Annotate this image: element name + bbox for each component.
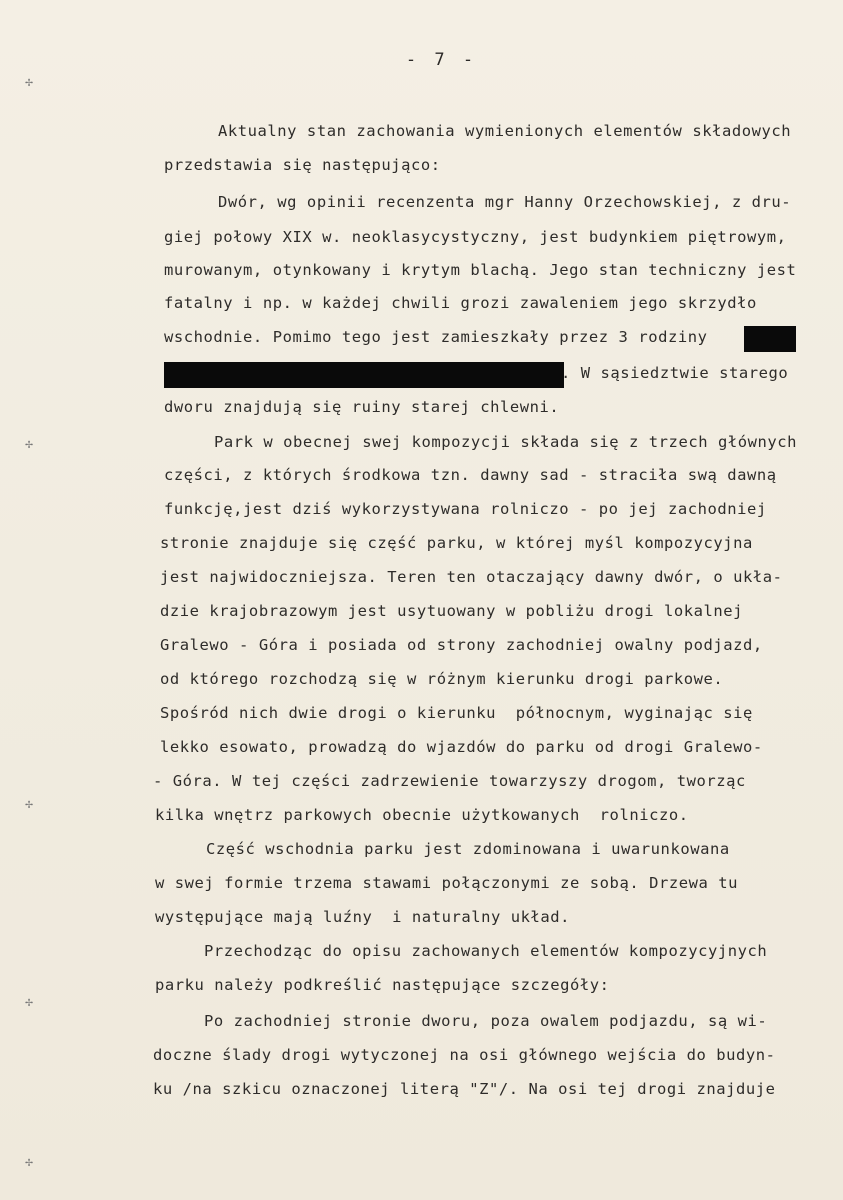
text-line: fatalny i np. w każdej chwili grozi zawaleniem jego skrzydło (164, 294, 757, 312)
text-line: Część wschodnia parku jest zdominowana i uwarunkowana (206, 840, 730, 858)
redaction-bar (164, 362, 564, 388)
text-line: ku /na szkicu oznaczonej literą "Z"/. Na osi tej drogi znajduje (153, 1080, 776, 1098)
redaction-bar (744, 326, 796, 352)
text-line: - Góra. W tej części zadrzewienie towarzyszy drogom, tworząc (153, 772, 746, 790)
text-line: kilka wnętrz parkowych obecnie użytkowanych rolniczo. (155, 806, 689, 824)
punch-hole-mark: ✢ (25, 797, 33, 812)
text-line: Gralewo - Góra i posiada od strony zachodniej owalny podjazd, (160, 636, 763, 654)
punch-hole-mark: ✢ (25, 1155, 33, 1170)
text-line: parku należy podkreślić następujące szczegóły: (155, 976, 610, 994)
text-line: części, z których środkowa tzn. dawny sad - straciła swą dawną (164, 466, 777, 484)
text-line: Park w obecnej swej kompozycji składa się z trzech głównych (214, 433, 798, 451)
text-line: dworu znajdują się ruiny starej chlewni. (164, 398, 560, 416)
text-line: murowanym, otynkowany i krytym blachą. Jego stan techniczny jest (164, 261, 797, 279)
text-line: jest najwidoczniejsza. Teren ten otaczający dawny dwór, o ukła- (160, 568, 783, 586)
text-line: od którego rozchodzą się w różnym kierunku drogi parkowe. (160, 670, 724, 688)
text-line: Spośród nich dwie drogi o kierunku północnym, wyginając się (160, 704, 753, 722)
page-number: - 7 - (405, 50, 478, 70)
punch-hole-mark: ✢ (25, 995, 33, 1010)
text-line: dzie krajobrazowym jest usytuowany w pobliżu drogi lokalnej (160, 602, 744, 620)
text-line: Dwór, wg opinii recenzenta mgr Hanny Orzechowskiej, z dru- (218, 193, 792, 211)
text-line: doczne ślady drogi wytyczonej na osi głównego wejścia do budyn- (153, 1046, 776, 1064)
text-line: Aktualny stan zachowania wymienionych elementów składowych (218, 122, 792, 140)
text-line: funkcję,jest dziś wykorzystywana rolniczo - po jej zachodniej (164, 500, 767, 518)
text-line: stronie znajduje się część parku, w której myśl kompozycyjna (160, 534, 753, 552)
text-line: lekko esowato, prowadzą do wjazdów do parku od drogi Gralewo- (160, 738, 763, 756)
text-line: Po zachodniej stronie dworu, poza owalem podjazdu, są wi- (204, 1012, 768, 1030)
text-line: występujące mają luźny i naturalny układ. (155, 908, 571, 926)
text-line: wschodnie. Pomimo tego jest zamieszkały przez 3 rodziny (164, 328, 708, 346)
text-line: Przechodząc do opisu zachowanych elementów kompozycyjnych (204, 942, 768, 960)
text-line: . W sąsiedztwie starego (561, 364, 789, 382)
text-line: giej połowy XIX w. neoklasycystyczny, jest budynkiem piętrowym, (164, 228, 787, 246)
text-line: przedstawia się następująco: (164, 156, 441, 174)
punch-hole-mark: ✢ (25, 75, 33, 90)
text-line: w swej formie trzema stawami połączonymi ze sobą. Drzewa tu (155, 874, 739, 892)
punch-hole-mark: ✢ (25, 437, 33, 452)
